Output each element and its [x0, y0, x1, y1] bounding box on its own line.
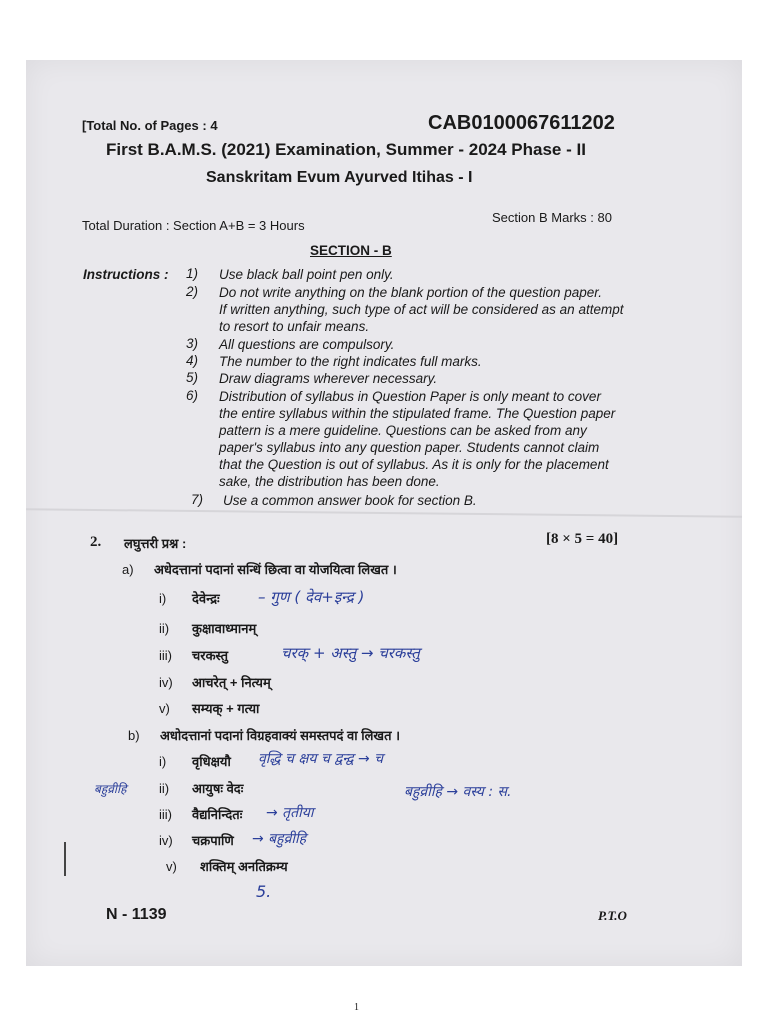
exam-paper [26, 60, 742, 966]
b-item-1-text: वृधिक्षयौ [192, 754, 231, 769]
paper-number: N - 1139 [106, 906, 167, 923]
a-item-2-num: ii) [159, 621, 170, 636]
instr-6-line-3: pattern is a mere guideline. Questions can be asked from any [219, 423, 587, 438]
pto-label: P.T.O [598, 908, 627, 923]
instr-3-num: 3) [186, 336, 199, 351]
instr-6-num: 6) [186, 388, 199, 403]
a-item-3-num: iii) [159, 648, 172, 663]
instr-1-num: 1) [186, 266, 199, 281]
instr-2-line-3: to resort to unfair means. [219, 319, 370, 334]
total-pages: [Total No. of Pages : 4 [82, 118, 218, 133]
b-margin-handnote: बहुव्रीहि [94, 782, 127, 796]
part-b-label: b) [128, 728, 140, 743]
b-item-3-num: iii) [159, 807, 172, 822]
question-2-marks: [8 × 5 = 40] [546, 531, 619, 547]
instr-7-num: 7) [191, 492, 204, 507]
instr-5-line-1: Draw diagrams wherever necessary. [219, 371, 438, 386]
b-item-3-handnote: → तृतीया [266, 805, 314, 821]
section-marks: Section B Marks : 80 [492, 210, 612, 225]
b-item-2-num: ii) [159, 781, 170, 796]
instr-6-line-6: sake, the distribution has been done. [219, 474, 440, 489]
paper-code: CAB0100067611202 [428, 112, 615, 134]
instr-2-line-2: If written anything, such type of act will be considered as an attempt [219, 302, 624, 317]
instr-6-line-2: the entire syllabus within the stipulated frame. The Question paper [219, 406, 616, 421]
instr-2-num: 2) [186, 284, 199, 299]
instr-4-line-1: The number to the right indicates full marks. [219, 354, 482, 369]
instr-4-num: 4) [186, 353, 199, 368]
instr-5-num: 5) [186, 370, 199, 385]
a-item-1-handnote: – गुण ( देव+इन्द्र ) [258, 588, 365, 606]
instr-6-line-4: paper's syllabus into any question paper. Students cannot claim [219, 440, 600, 455]
section-heading: SECTION - B [310, 243, 392, 258]
exam-title: First B.A.M.S. (2021) Examination, Summer - 2024 Phase - II [106, 140, 586, 159]
page-number: 1 [354, 1002, 359, 1013]
instr-6-line-1: Distribution of syllabus in Question Paper is only meant to cover [219, 389, 601, 404]
a-item-5-num: v) [159, 701, 170, 716]
b-item-4-num: iv) [159, 833, 173, 848]
a-item-1-text: देवेन्द्रः [192, 591, 220, 606]
b-item-2-handnote: बहुव्रीहि → वस्य : स. [404, 784, 512, 800]
b-item-1-handnote: वृद्धि च क्षय च द्वन्द्व → च [258, 751, 384, 767]
b-item-3-text: वैद्यनिन्दितः [192, 807, 243, 822]
a-item-5-text: सम्यक् + गत्या [192, 701, 260, 716]
b-item-1-num: i) [159, 754, 167, 769]
instr-7-line-1: Use a common answer book for section B. [223, 493, 477, 508]
instr-2-line-1: Do not write anything on the blank portion of the question paper. [219, 285, 603, 300]
b-item-5-handnote: 5. [256, 882, 272, 901]
a-item-4-text: आचरेत् + नित्यम् [192, 675, 271, 690]
part-b-instruction: अधोदत्तानां पदानां विग्रहवाक्यं समस्तपदं वा लिखत । [160, 728, 401, 743]
b-item-4-handnote: → बहुव्रीहि [252, 831, 307, 847]
b-item-4-text: चक्रपाणि [192, 833, 234, 848]
paper-fold-line [26, 508, 742, 517]
b-item-5-num: v) [166, 859, 177, 874]
a-item-3-handnote: चरक् + अस्तु → चरकस्तु [281, 644, 420, 662]
question-2-number: 2. [90, 534, 102, 550]
a-item-4-num: iv) [159, 675, 173, 690]
instructions-label: Instructions : [83, 267, 169, 282]
question-2-title: लघुत्तरी प्रश्न : [124, 536, 187, 551]
margin-pen-mark [64, 842, 66, 876]
a-item-2-text: कुक्षावाध्मानम् [192, 621, 257, 636]
instr-1-line-1: Use black ball point pen only. [219, 267, 394, 282]
part-a-instruction: अधेदत्तानां पदानां सन्धिं छित्वा वा योजयित्वा लिखत । [154, 562, 397, 577]
total-duration: Total Duration : Section A+B = 3 Hours [82, 218, 305, 233]
b-item-5-text: शक्तिम् अनतिक्रम्य [200, 859, 288, 874]
instr-6-line-5: that the Question is out of syllabus. As it is only for the placement [219, 457, 609, 472]
subject-title: Sanskritam Evum Ayurved Itihas - I [206, 169, 473, 186]
a-item-1-num: i) [159, 591, 167, 606]
a-item-3-text: चरकस्तु [192, 648, 229, 663]
instr-3-line-1: All questions are compulsory. [219, 337, 395, 352]
b-item-2-text: आयुषः वेदः [192, 781, 244, 796]
part-a-label: a) [122, 562, 134, 577]
